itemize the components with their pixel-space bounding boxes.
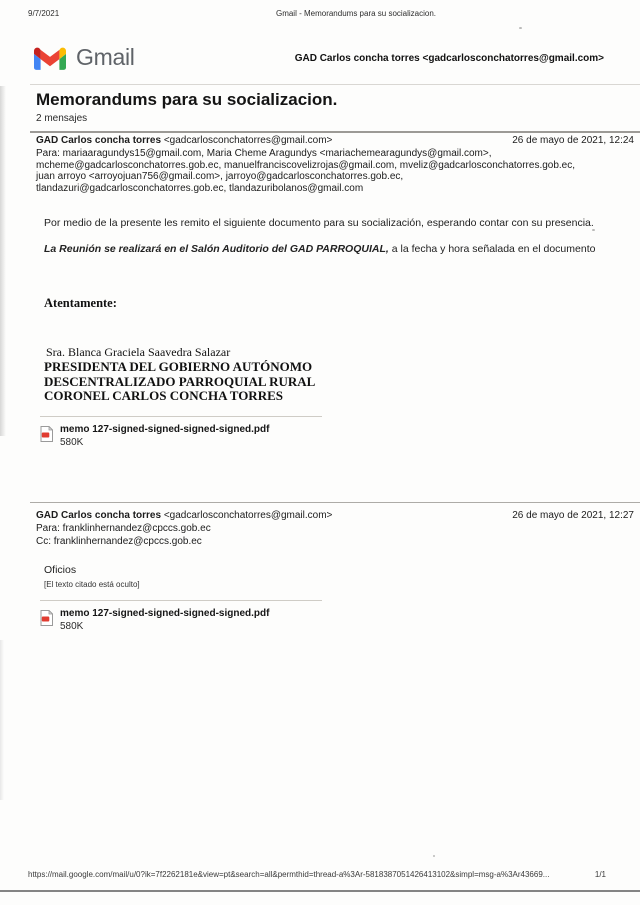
recipients-line: Para: mariaaragundys15@gmail.com, Maria Cheme Aragundys <mariachemearagundys@gmail.com>, mcheme@gadcarlosconchatorres.gob.ec, manuelfranciscovelizrojas@gmail.com, mveliz@gadcarlosconchatorres.gob.ec, juan arroyo <arroyojuan756@gmail.com>, jarroyo@gadcarlosconchatorres.gob.ec, tlandazuri@gadcarlosconchatorres.gob.ec, tlandazuribolanos@gmail.com — [36, 148, 576, 194]
signature-name: Sra. Blanca Graciela Saavedra Salazar — [46, 345, 231, 360]
scan-edge-bottom — [0, 890, 640, 892]
message-2 — [36, 510, 634, 633]
sender-email: <gadcarlosconchatorres@gmail.com> — [161, 135, 333, 146]
message-separator — [30, 502, 640, 503]
attachment-divider — [40, 416, 322, 417]
message-date: 26 de mayo de 2021, 12:27 — [512, 510, 634, 521]
closing-line: Atentamente: — [44, 296, 117, 311]
attachment-divider — [40, 600, 322, 601]
attachment-item — [40, 608, 634, 633]
message-1 — [36, 135, 634, 449]
scan-edge-artifact — [0, 640, 4, 800]
attachment-item — [40, 424, 634, 449]
thread-message-count: 2 mensajes — [36, 113, 88, 124]
thread-subject: Memorandums para su socializacion. — [36, 90, 338, 109]
signature-title: DESCENTRALIZADO PARROQUIAL RURAL — [44, 373, 316, 389]
body-paragraph — [44, 241, 600, 257]
message-2-body: Oficios — [44, 564, 77, 577]
thread-header — [30, 84, 640, 133]
signature-block — [44, 345, 634, 404]
scan-speck — [433, 855, 435, 857]
print-header — [28, 9, 612, 21]
scan-edge-artifact — [0, 86, 6, 436]
attachment-filename: memo 127-signed-signed-signed-signed.pdf — [60, 608, 270, 620]
print-page-number: 1/1 — [594, 870, 606, 879]
sender-name: GAD Carlos concha torres — [36, 510, 162, 521]
quoted-text-hidden-note: [El texto citado está oculto] — [44, 580, 140, 590]
message-2-header — [36, 510, 634, 522]
print-date: 9/7/2021 — [28, 9, 60, 18]
gmail-wordmark: Gmail — [76, 44, 135, 70]
gmail-header-row — [34, 44, 604, 76]
print-footer-url: https://mail.google.com/mail/u/0?ik=7f2262181e&view=pt&search=all&permthid=thread-a%3Ar-5818387051426413102&simpl=msg-a%3Ar43669... — [28, 870, 550, 879]
body-emphasis: La Reunión se realizará en el Salón Auditorio del GAD PARROQUIAL, — [44, 243, 389, 256]
signature-title: CORONEL CARLOS CONCHA TORRES — [44, 388, 283, 404]
body-text: a la fecha y hora señalada en el documento — [388, 243, 596, 256]
sender-name: GAD Carlos concha torres — [36, 135, 162, 146]
signature-title: PRESIDENTA DEL GOBIERNO AUTÓNOMO — [44, 359, 313, 375]
attachment-size: 580K — [60, 621, 84, 633]
attachment-info — [60, 424, 269, 449]
gmail-m-logo-icon — [34, 46, 66, 71]
sender-email: <gadcarlosconchatorres@gmail.com> — [161, 510, 333, 521]
attachment-filename: memo 127-signed-signed-signed-signed.pdf — [60, 423, 270, 435]
attachment-size: 580K — [60, 436, 84, 448]
message-1-header — [36, 135, 634, 147]
pdf-file-icon — [40, 610, 53, 626]
pdf-file-icon — [40, 426, 53, 442]
attachment-info — [60, 608, 269, 633]
body-paragraph: Por medio de la presente les remito el siguiente documento para su socialización, esperando contar con su presencia. — [44, 217, 594, 230]
message-date: 26 de mayo de 2021, 12:24 — [512, 135, 634, 146]
recipients-line: Para: franklinhernandez@cpccs.gob.ec — [36, 523, 211, 534]
message-1-body — [36, 215, 634, 404]
print-document-title: Gmail - Memorandums para su socializacion. — [275, 9, 437, 18]
scan-speck — [519, 27, 522, 29]
account-identity: GAD Carlos concha torres <gadcarlosconchatorres@gmail.com> — [294, 53, 604, 64]
cc-line: Cc: franklinhernandez@cpccs.gob.ec — [36, 535, 202, 547]
